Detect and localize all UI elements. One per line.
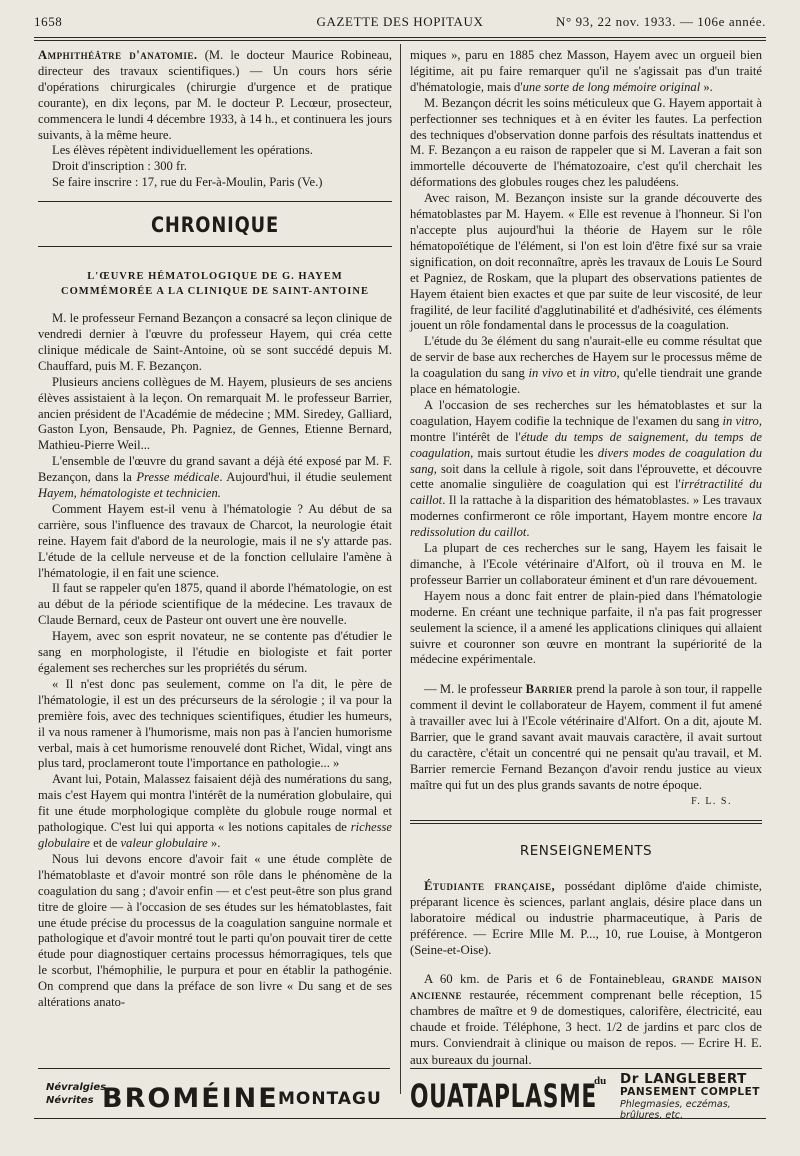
r8-barrier: Barrier xyxy=(525,682,573,697)
ouataplasme-du: du xyxy=(594,1075,607,1087)
rens2-grande-maison: grande maison ancienne xyxy=(410,971,762,1002)
left-column xyxy=(38,48,392,1011)
renseignements-heading: RENSEIGNEMENTS xyxy=(519,842,653,859)
article-title-line-2: COMMÉMORÉE A LA CLINIQUE DE SAINT-ANTOINE xyxy=(61,286,369,298)
bromeine-nevralgies: Névralgies xyxy=(46,1082,107,1093)
r1-text-a: miques », paru en 1885 chez Masson, Hayem avec un orgueil bien légitime, ait pu faire remarquer qu'il ne s'agissait pas d'un traité d'hématologie, mais d' xyxy=(410,48,762,94)
header-rule xyxy=(34,37,766,38)
header-rule-thin xyxy=(34,40,766,41)
rens-item-2 xyxy=(410,971,762,1068)
r5-f: divers modes de coagulation du sang xyxy=(410,445,763,476)
r5-i: . Il la rattache à la disparition des hématoblastes. » Les travaux modernes confirmeront ce rôle important, Hayem montre encore xyxy=(410,493,762,524)
paragraph-6: Hayem, avec son esprit novateur, ne se contente pas d'étudier le sang en morphologiste, il l'étudie en biologiste et fait porter également ses recherches sur les propriétés du sérum. xyxy=(38,629,392,675)
paragraph-5: Il faut se rappeler qu'en 1875, quand il aborde l'hématologie, on est au début de la période scientifique de la médecine. Les travaux de Claude Bernard, ceux de Pasteur ont ouvert une ère nouvelle. xyxy=(38,581,392,628)
paragraph-4: Comment Hayem est-il venu à l'hématologie ? Au début de sa carrière, sous l'influence des travaux de Charcot, la neurologie était reine. Hayem fait d'abord de la neurologie, mais il ne s'y attarde pas. L'étude de la cellule nerveuse et de la fonction cellulaire l'amène à l'hématologie, il en fait une science. xyxy=(38,501,392,580)
journal-title: GAZETTE DES HOPITAUX xyxy=(316,14,484,29)
r8-c: prend la parole à son tour, il rappelle comment il devint le collaborateur de Hayem, comment il fut amené à travailler avec lui à l'Ecole vétérinaire d'Alfort. On a dit, ajoute M. Barrier, que le grand savant avait mauvais caractère, il avait surtout du caractère, c'était un concentré qui ne pensait qu'au travail, et M. Barrier remercie Fernand Bezançon d'avoir rendu justice au vieux maître qui fut un des plus grands savants de notre époque. xyxy=(410,682,763,792)
article-signature: F. L. S. xyxy=(691,795,732,807)
right-paragraph-8 xyxy=(410,682,762,793)
r5-c: , montre l'intérêt de l' xyxy=(410,413,762,444)
right-paragraph-5 xyxy=(410,398,762,541)
r4-in-vitro: in vitro xyxy=(579,366,617,381)
r8-a: — M. le professeur xyxy=(424,682,526,697)
rens2-a: A 60 km. de Paris et 6 de Fontainebleau, xyxy=(424,971,673,986)
issue-line: N° 93, 22 nov. 1933. — 106e année. xyxy=(556,14,766,29)
column-separator xyxy=(400,44,401,1094)
bromeine-nevrites: Névrites xyxy=(46,1095,94,1106)
r5-k: . xyxy=(526,525,530,540)
right-paragraph-1 xyxy=(410,48,762,96)
right-column xyxy=(410,48,762,1068)
r4-in-vivo: in vivo xyxy=(528,366,563,381)
ouataplasme-doctor: Dr LANGLEBERT xyxy=(620,1071,747,1087)
right-paragraph-2: M. Bezançon décrit les soins méticuleux que G. Hayem apportait à perfectionner ses techniques et à en éviter les fautes. La perfection des techniques d'observation donne parfois des résultats inattendus et M. F. Bezançon a eu raison de rappeler que si M. Laveran a fait son immortelle découverte de l'hématozoaire, c'est qu'il cherchait les déformations des globules rouges chez les paludéens. xyxy=(410,95,762,190)
running-header xyxy=(34,14,766,36)
paragraph-7: « Il n'est donc pas seulement, comme on l'a dit, le père de l'hématologie, il est un des précurseurs de la sérologie ; il va pour la première fois, avec des techniques scientifiques, étudier les humeurs, il va nous ramener à l'humorisme, mais non pas à l'ancien humorisme verbal, mais à cet humorisme renouvelé dont Richet, Widal, vingt ans plus tard, proclameront toute l'importance en pathologie... » xyxy=(38,676,392,771)
right-paragraph-6: La plupart de ces recherches sur le sang, Hayem les faisait le dimanche, à l'Ecole vétérinaire d'Alfort, où il trouva en M. le professeur Barrier un collaborateur éminent et d'un rare dévouement. xyxy=(410,541,762,587)
r4-text-c: et xyxy=(563,366,580,381)
r5-j: la redissolution du caillot xyxy=(410,509,762,540)
renseignements-section xyxy=(410,878,762,1068)
bromeine-brand: MONTAGU xyxy=(278,1089,382,1109)
amphi-line-1: Les élèves répètent individuellement les opérations. xyxy=(52,143,313,158)
rens2-c: restaurée, récemment comprenant belle réception, 15 chambres de maître et 9 de domestiques, calorifère, électricité, eau chaude et froide. Téléphone, 3 hect. 1/2 de jardins et parc clos de murs. Conviendrait à clinique ou maison de repos. — Ecrire H. E. aux bureaux du journal. xyxy=(410,987,762,1067)
r1-text-c: ». xyxy=(700,79,713,94)
ouataplasme-advertisement xyxy=(410,1068,762,1121)
r5-g: , soit dans la cellule à rigole, soit dans l'éprouvette, et découvre cette anomalie singulière de coagulation qui est l' xyxy=(410,461,762,492)
rens1-lead: Étudiante française, xyxy=(424,878,556,893)
rens-item-1 xyxy=(410,878,762,959)
p3-text-a: L'ensemble de l'œuvre du grand savant a déjà été exposé par M. F. Bezançon, dans la xyxy=(38,454,392,485)
chronique-banner xyxy=(38,201,392,247)
paragraph-2: Plusieurs anciens collègues de M. Hayem, plusieurs de ses anciens élèves assistaient à la leçon. On remarquait M. le professeur Barrier, ancien président de l'Académie de médecine ; MM. Siredey, Galliard, Gaston Lyon, Bensaude, Ph. Pagniez, de Gennes, Etienne Bernard, Mathieu-Pierre Weil... xyxy=(38,374,392,453)
page-number: 1658 xyxy=(34,14,63,29)
p3-presse-medicale: Presse médicale xyxy=(136,470,220,485)
r5-d: étude du temps de saignement, du temps de coagulation xyxy=(410,429,762,460)
ouataplasme-subtitle: PANSEMENT COMPLET xyxy=(620,1086,760,1098)
article-title xyxy=(38,269,392,299)
bromeine-name: BROMÉINE xyxy=(102,1083,279,1114)
paragraph-3 xyxy=(38,454,392,502)
p3-hayem-hematologiste: Hayem, hématologiste et technicien. xyxy=(38,486,221,501)
r4-text-a: L'étude du 3e élément du sang n'aurait-elle eu comme résultat que de servir de base aux recherches de Hayem sur le processus même de la coagulation du sang xyxy=(410,334,762,381)
p8-richesse: richesse globulaire xyxy=(38,820,392,850)
bromeine-indications xyxy=(46,1081,106,1107)
p3-text-c: . Aujourd'hui, il étudie seulement xyxy=(219,470,392,485)
bromeine-advertisement xyxy=(38,1068,390,1115)
ouataplasme-name: OUATAPLASME xyxy=(410,1077,597,1115)
r1-long-memoire: une sorte de long mémoire original xyxy=(522,79,701,94)
p8-text-c: et de xyxy=(90,835,121,850)
amphi-line-2: Droit d'inscription : 300 fr. xyxy=(52,159,187,174)
ouataplasme-indications: Phlegmasies, eczémas, brûlures, etc. xyxy=(620,1099,731,1121)
amphi-notice xyxy=(38,48,392,143)
rens1-text: possédant diplôme d'aide chimiste, préparant licence ès sciences, parlant anglais, désire place dans un laboratoire médical ou industrie pharmaceutique, à Paris de préférence. — Ecrire Mlle M. P..., 10, rue Louise, à Montgeron (Seine-et-Oise). xyxy=(410,878,762,958)
amphi-line-3: Se faire inscrire : 17, rue du Fer-à-Moulin, Paris (Ve.) xyxy=(52,175,323,190)
right-paragraph-7: Hayem nous a donc fait entrer de plain-pied dans l'hématologie moderne. En créant une technique parfaite, il n'a pas fait progresser seulement la science, il a amené les applications cliniques qui allaient suivre et couronner son œuvre en montrant la supériorité de la médecine expérimentale. xyxy=(410,588,762,667)
right-paragraph-3: Avec raison, M. Bezançon insiste sur la grande découverte des hématoblastes par M. Hayem. « Elle est revenue à l'honneur. Si l'on n'accepte plus aujourd'hui la théorie de Hayem sur le rôle hématopoïétique de l'élément, si l'on est loin d'être fixé sur sa vraie signification, on doit reconnaître, après les travaux de Louis Le Sourd et Pagniez, de Roskam, que la plupart des observations patientes de Hayem étaient bien exactes et que par suite de leur viscosité, de leur fragilité, de leur facilité d'agglutinabilité et d'adhésivité, ces éléments jouent un rôle fondamental dans le processus de la coagulation. xyxy=(410,191,762,333)
r5-h: irrétractilité du caillot xyxy=(410,477,762,508)
bottom-rule xyxy=(34,1118,766,1119)
paragraph-8 xyxy=(38,772,392,852)
p8-text-a: Avant lui, Potain, Malassez faisaient déjà des numérations du sang, mais c'est Hayem qui montra l'intérêt de la numération globulaire, qui fit une étude morphologique complète du globule rouge normal et pathologique. C'est lui qui apporta « les notions capitales de xyxy=(38,772,392,835)
right-paragraph-4 xyxy=(410,334,762,398)
r5-b: in vitro xyxy=(722,413,759,428)
r4-text-e: , qu'elle tiendrait une grande place en hématologie. xyxy=(410,366,762,397)
p8-valeur: valeur globulaire xyxy=(120,835,208,850)
amphi-text: (M. le docteur Maurice Robineau, directeur des travaux scientifiques.) — Un cours hors série d'opérations chirurgicales (chirurgie d'urgence et de pratique courante), en dix leçons, par M. le docteur P. Lecœur, prosecteur, commencera le lundi 4 décembre 1933, à 14 h., et continuera les jours suivants, à la même heure. xyxy=(38,48,392,142)
p8-text-e: ». xyxy=(207,835,221,850)
amphi-lead: Amphithéâtre d'anatomie. xyxy=(38,48,198,62)
paragraph-9: Nous lui devons encore d'avoir fait « une étude complète de l'hématoblaste et d'avoir montré son rôle dans le phénomène de la coagulation du sang ; d'avoir enfin — et c'est peut-être son plus grand titre de gloire — à l'occasion de ses études sur les hématoblastes, fait une étude précise du processus de la coagulation sanguine normale et pathologique et d'avoir montré tout le parti qu'on pouvait tirer de cette étude pour diagnostiquer certains processus hémorragiques, tels que le scorbut, l'hémophilie, le purpura et pour en établir la pathogénie. On comprend que dans la préface de son livre « Du sang et de ses altérations anato- xyxy=(38,851,392,1010)
paragraph-1: M. le professeur Fernand Bezançon a consacré sa leçon clinique de vendredi dernier à l'œuvre du professeur Hayem, qui créa cette clinique médicale de Saint-Antoine, où se sont succédé depuis M. Chauffard, puis M. F. Bezançon. xyxy=(38,311,392,373)
r5-a: A l'occasion de ses recherches sur les hématoblastes et sur la coagulation, Hayem codifie la technique de l'examen du sang xyxy=(410,397,762,428)
chronique-heading: CHRONIQUE xyxy=(150,213,280,238)
r5-e: , mais surtout étudie les xyxy=(470,445,598,460)
article-title-line-1: L'ŒUVRE HÉMATOLOGIQUE DE G. HAYEM xyxy=(87,271,343,283)
section-rule xyxy=(410,820,762,824)
